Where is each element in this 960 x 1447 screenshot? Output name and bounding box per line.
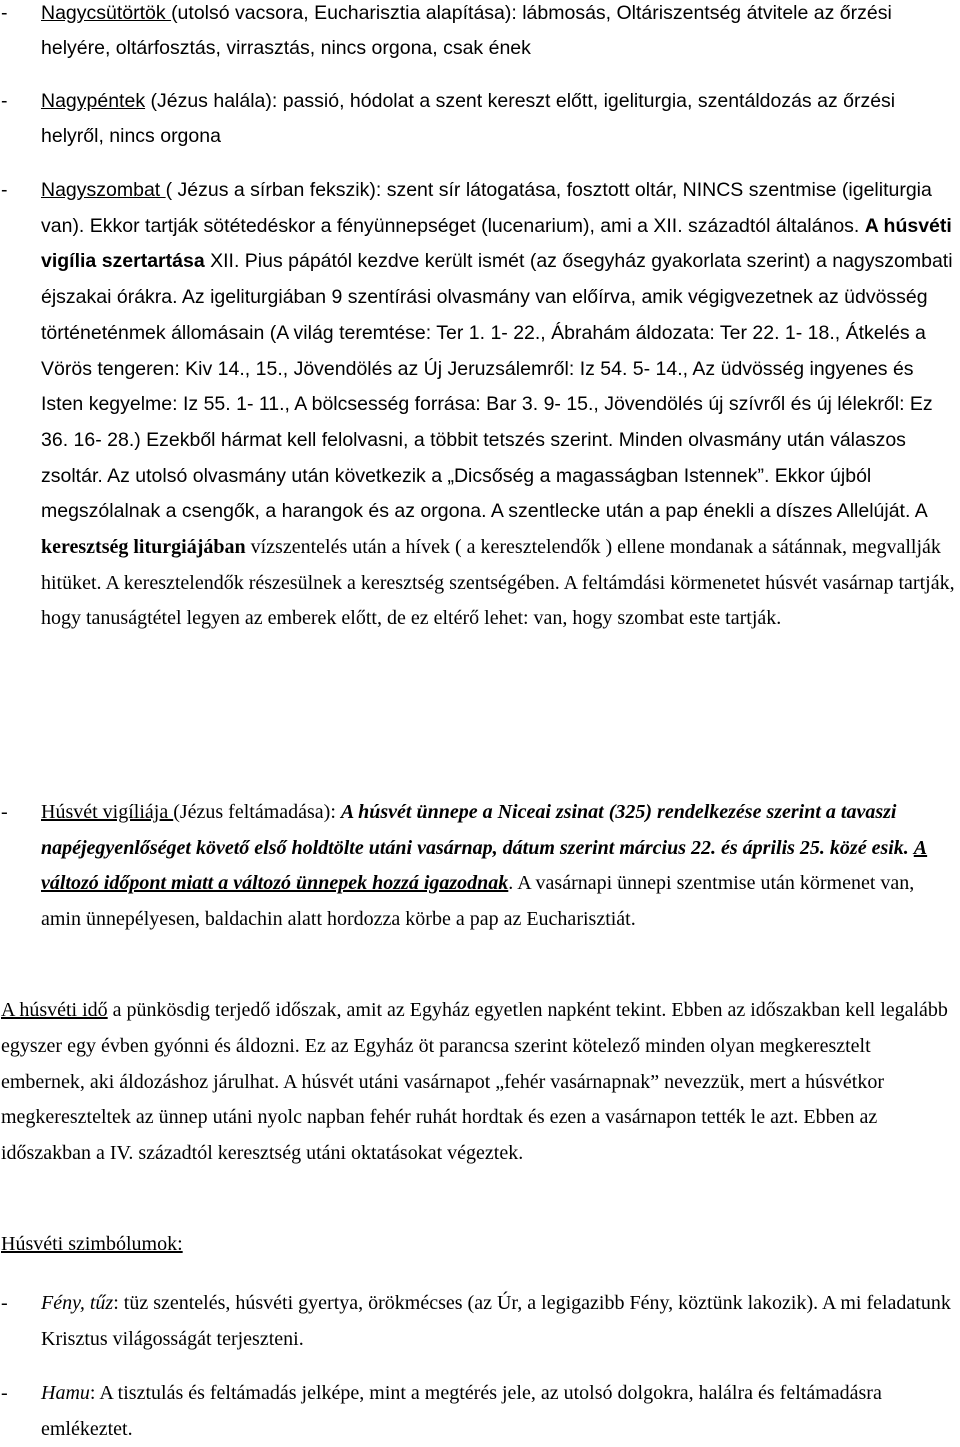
symbol-term: Fény, tűz — [41, 1292, 114, 1314]
paragraph-title: A húsvéti idő — [1, 999, 108, 1021]
list-item-feny — [0, 1286, 959, 1357]
item-text: (Jézus feltámadása): — [173, 801, 341, 823]
list-dash: - — [1, 1292, 8, 1314]
item-title: Húsvét vigíliája — [41, 801, 174, 823]
list-dash: - — [1, 2, 8, 24]
item-text: (Jézus halála): passió, hódolat a szent kereszt előtt, igeliturgia, szentáldozás az őrzési helyről, nincs orgona — [41, 90, 896, 147]
item-bold-italic-underline: A változó időpont miatt a változó ünnepek hozzá igazodnak — [41, 836, 928, 895]
item-text: vízszentelés után a hívek ( a keresztelendők ) ellene mondanak a sátánnak, megvallják hitüket. A keresztelendők részesülnek a keresztség szentségében. A feltámdási körmenetet húsvét vasárnap tartják, hogy tanuságtétel legyen az emberek előtt, de ez eltérő lehet: van, hogy szombat este tartják. — [41, 536, 955, 630]
paragraph-husveti-ido — [0, 993, 959, 1172]
item-text: ( Jézus a sírban fekszik): szent sír látogatása, fosztott oltár, NINCS szentmise (igeliturgia van). Ekkor tartják sötétedéskor a fényünnepséget (lucenarium), ami a XII. századtól általános. — [41, 179, 932, 237]
section-heading: Húsvéti szimbólumok: — [1, 1233, 183, 1255]
list-item-hamu — [0, 1376, 959, 1447]
list-dash: - — [1, 179, 8, 201]
list-dash: - — [1, 90, 8, 112]
symbol-text: : tüz szentelés, húsvéti gyertya, örökmécses (az Úr, a legigazibb Fény, köztünk lakozik). A mi feladatunk Krisztus világosságát terjeszteni. — [41, 1292, 951, 1350]
list-dash: - — [1, 1382, 8, 1404]
list-item-nagyszombat — [0, 173, 959, 637]
symbol-text: : A tisztulás és feltámadás jelképe, mint a megtérés jele, az utolsó dolgokra, halálra és feltámadásra emlékeztet. — [41, 1382, 882, 1440]
symbol-term: Hamu — [41, 1382, 90, 1404]
list-dash: - — [1, 801, 8, 823]
item-title: Nagycsütörtök — [41, 2, 172, 24]
item-title: Nagypéntek — [41, 90, 146, 112]
item-bold-italic: A húsvét ünnepe a Niceai zsinat (325) rendelkezése szerint a tavaszi napéjegyenlőséget követő első holdtölte utáni vasárnap, dátum szerint március 22. és április 25. közé esik. — [41, 801, 909, 859]
item-text: . A vasárnapi ünnepi szentmise után körmenet van, amin ünnepélyesen, baldachin alatt hordozza körbe a pap az Eucharisztiát. — [41, 872, 915, 931]
item-text: (utolsó vacsora, Eucharisztia alapítása): lábmosás, Oltáriszentség átvitele az őrzési helyére, oltárfosztás, virrasztás, nincs orgona, csak ének — [41, 2, 892, 59]
paragraph-text: a pünkösdig terjedő időszak, amit az Egyház egyetlen napként tekint. Ebben az időszakban kell legalább egyszer egy évben gyónni és áldozni. Ez az Egyház öt parancsa szerint kötelező minden olyan megkeresztelt embernek, aki áldozáshoz járulhat. A húsvét utáni vasárnapot „fehér vasárnapnak” nevezzük, mert a húsvétkor megkereszteltek az ünnep utáni nyolc napban fehér ruhát hordtak és ezen a vasárnapon tették le azt. Ebben az időszakban a IV. századtól keresztség utáni oktatásokat végeztek. — [1, 999, 948, 1165]
item-bold: A húsvéti vigília szertartása — [41, 214, 952, 273]
item-text: XII. Pius pápától kezdve került ismét (az ősegyház gyakorlata szerint) a nagyszombati éjszakai órákra. Az igeliturgiában 9 szentírási olvasmány van előírva, amik végigvezetnek az üdvösség történeténmek állomásain (A világ teremtése: Ter 1. 1- 22., Ábrahám áldozata: Ter 22. 1- 18., Átkelés a Vörös tengeren: Kiv 14., 15., Jövendölés az Új Jeruzsálemről: Iz 54. 5- 14., Az üdvösség ingyenes és Isten kegyelme: Iz 55. 1- 11., A bölcsesség forrása: Bar 3. 9- 15., Jövendölés új szívről és új lélekről: Ez 36. 16- 28.) Ezekből hármat kell felolvasni, a többit tetszés szerint. Minden olvasmány után válaszos zsoltár. Az utolsó olvasmány után következik a „Dicsőség a magasságban Istennek”. Ekkor újból megszólalnak a csengők, a harangok és az orgona. A szentlecke után a pap énekli a díszes Allelúját. A — [41, 250, 953, 523]
item-bold: keresztség liturgiájában — [41, 536, 246, 559]
list-item-husvet-vigilia — [0, 795, 959, 938]
item-title: Nagyszombat — [41, 179, 166, 201]
list-item-nagycsutortok — [0, 0, 959, 66]
list-item-nagypentek — [0, 84, 959, 154]
